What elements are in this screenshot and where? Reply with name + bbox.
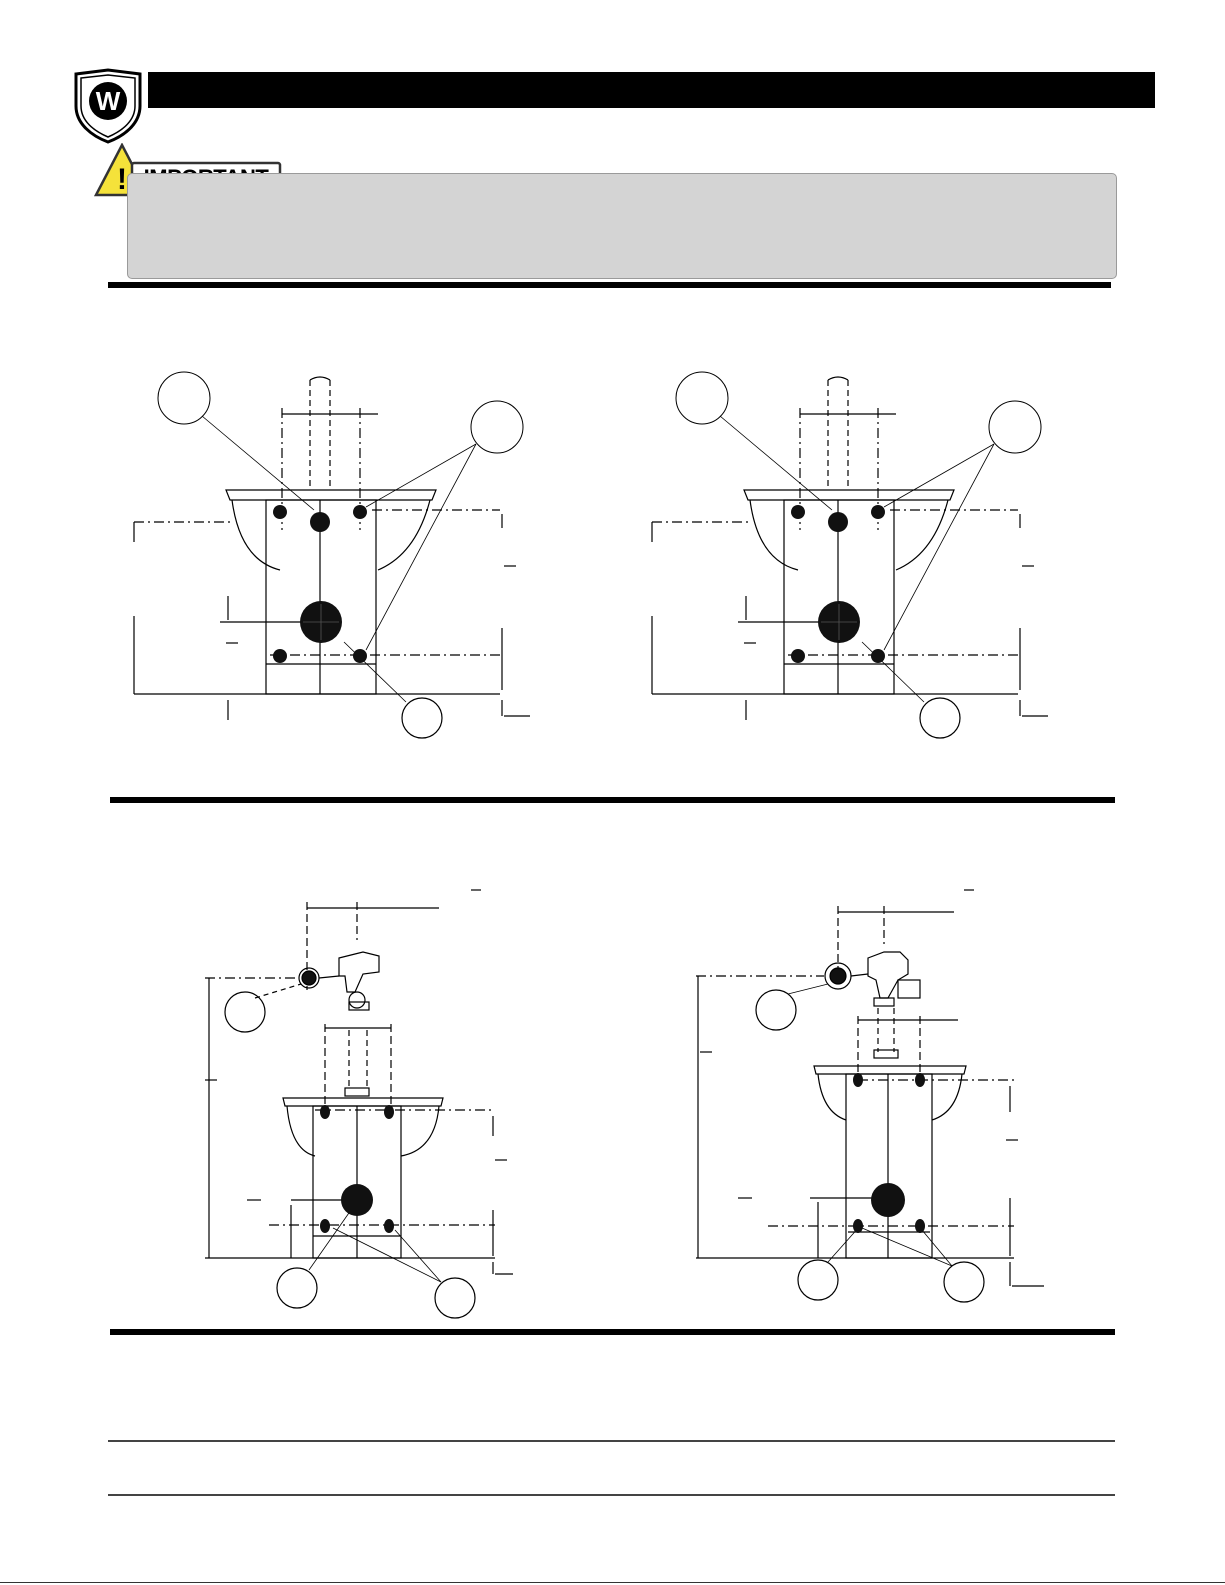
- exclamation-icon: !: [117, 163, 127, 196]
- footer-divider: [108, 1494, 1115, 1496]
- page-bottom-rule: [0, 1582, 1225, 1583]
- fixture-drawing-top-left: [120, 360, 540, 760]
- fixture-drawing-bottom-right: [688, 880, 1058, 1320]
- brand-shield-logo: [72, 68, 144, 144]
- section-divider: [110, 1329, 1115, 1335]
- important-notice-box: [127, 173, 1117, 279]
- title-bar: [148, 72, 1155, 108]
- logo-letter: W: [95, 86, 121, 116]
- fixture-drawing-bottom-left: [195, 880, 525, 1320]
- footer-divider: [108, 1440, 1115, 1442]
- fixture-drawing-top-right: [638, 360, 1058, 760]
- section-divider: [110, 797, 1115, 803]
- section-divider: [108, 282, 1111, 288]
